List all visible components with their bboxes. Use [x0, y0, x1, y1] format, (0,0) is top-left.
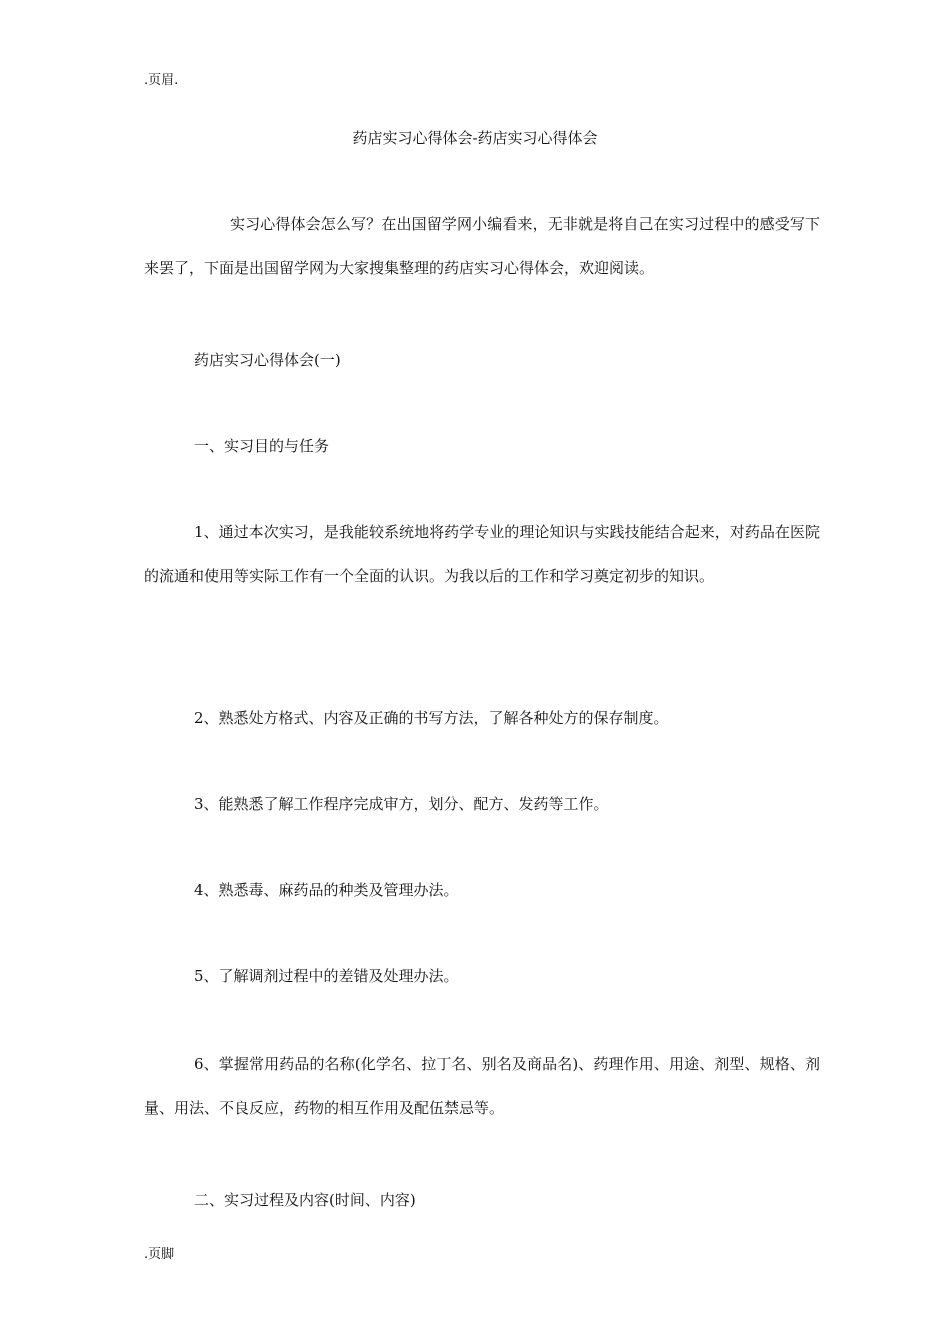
list-item-4: 4、熟悉毒、麻药品的种类及管理办法。 [194, 881, 459, 899]
list-item-5: 5、了解调剂过程中的差错及处理办法。 [194, 967, 459, 985]
list-item-1: 1、通过本次实习，是我能较系统地将药学专业的理论知识与实践技能结合起来，对药品在医院的流通和使用等实际工作有一个全面的认识。为我以后的工作和学习奠定初步的知识。 [144, 523, 820, 585]
list-item-3: 3、能熟悉了解工作程序完成审方，划分、配方、发药等工作。 [194, 795, 609, 813]
list-item-6: 6、掌握常用药品的名称(化学名、拉丁名、别名及商品名)、药理作用、用途、剂型、规格、剂量、用法、不良反应，药物的相互作用及配伍禁忌等。 [144, 1055, 820, 1117]
heading-process: 二、实习过程及内容(时间、内容) [194, 1191, 416, 1209]
intro-paragraph: 实习心得体会怎么写？在出国留学网小编看来，无非就是将自己在实习过程中的感受写下来罢了，下面是出国留学网为大家搜集整理的药店实习心得体会，欢迎阅读。 [144, 215, 820, 277]
document-title: 药店实习心得体会-药店实习心得体会 [352, 129, 598, 147]
heading-objectives: 一、实习目的与任务 [194, 437, 330, 455]
page-footer: .页脚 [144, 1247, 175, 1262]
list-item-2: 2、熟悉处方格式、内容及正确的书写方法，了解各种处方的保存制度。 [194, 709, 669, 727]
section-title: 药店实习心得体会(一) [194, 351, 341, 369]
page-header: .页眉. [144, 73, 179, 88]
